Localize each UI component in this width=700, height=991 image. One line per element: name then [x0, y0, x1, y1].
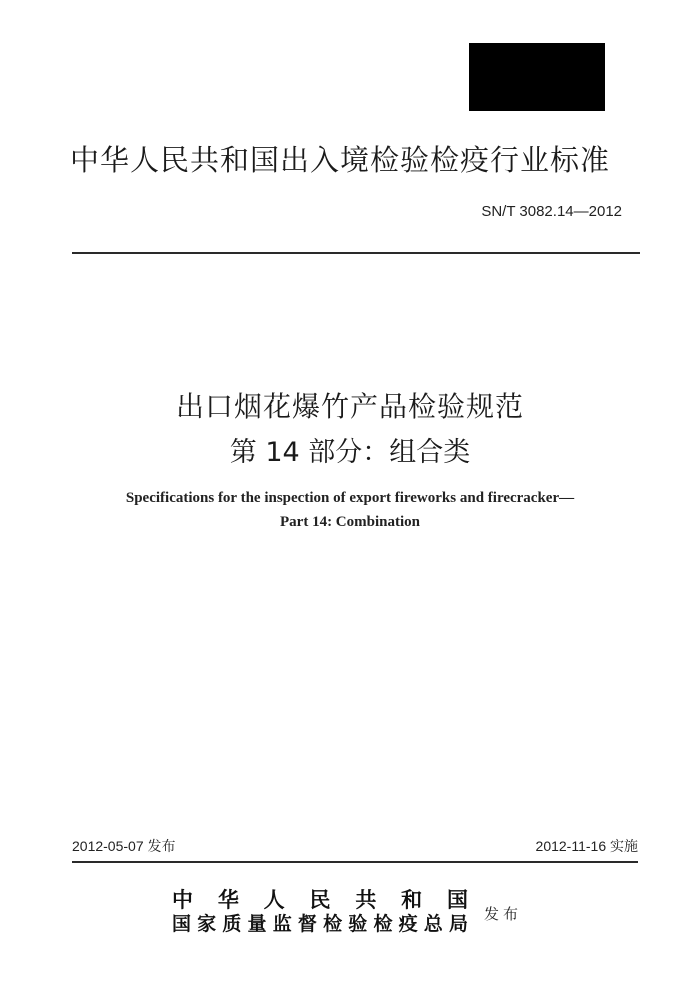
standard-code: SN/T 3082.14—2012: [481, 203, 622, 220]
header-divider: [72, 252, 640, 254]
industry-standard-title: 中华人民共和国出入境检验检疫行业标准: [70, 143, 611, 177]
document-title-en: Specifications for the inspection of export fireworks and firecracker—: [125, 490, 575, 506]
redaction-block: [469, 43, 605, 111]
issue-date: 2012-05-07 发布: [72, 838, 176, 854]
issuer-country: 中华人民共和国: [172, 887, 468, 912]
issuer-agency: 国家质量监督检验检疫总局: [172, 913, 468, 935]
publish-label: 发布: [484, 905, 523, 923]
footer-divider: [72, 861, 638, 863]
document-subtitle-zh: 第 14 部分：组合类: [229, 437, 471, 468]
document-title-zh: 出口烟花爆竹产品检验规范: [175, 390, 524, 423]
implementation-date: 2012-11-16 实施: [535, 838, 638, 854]
document-subtitle-en: Part 14: Combination: [280, 514, 420, 530]
